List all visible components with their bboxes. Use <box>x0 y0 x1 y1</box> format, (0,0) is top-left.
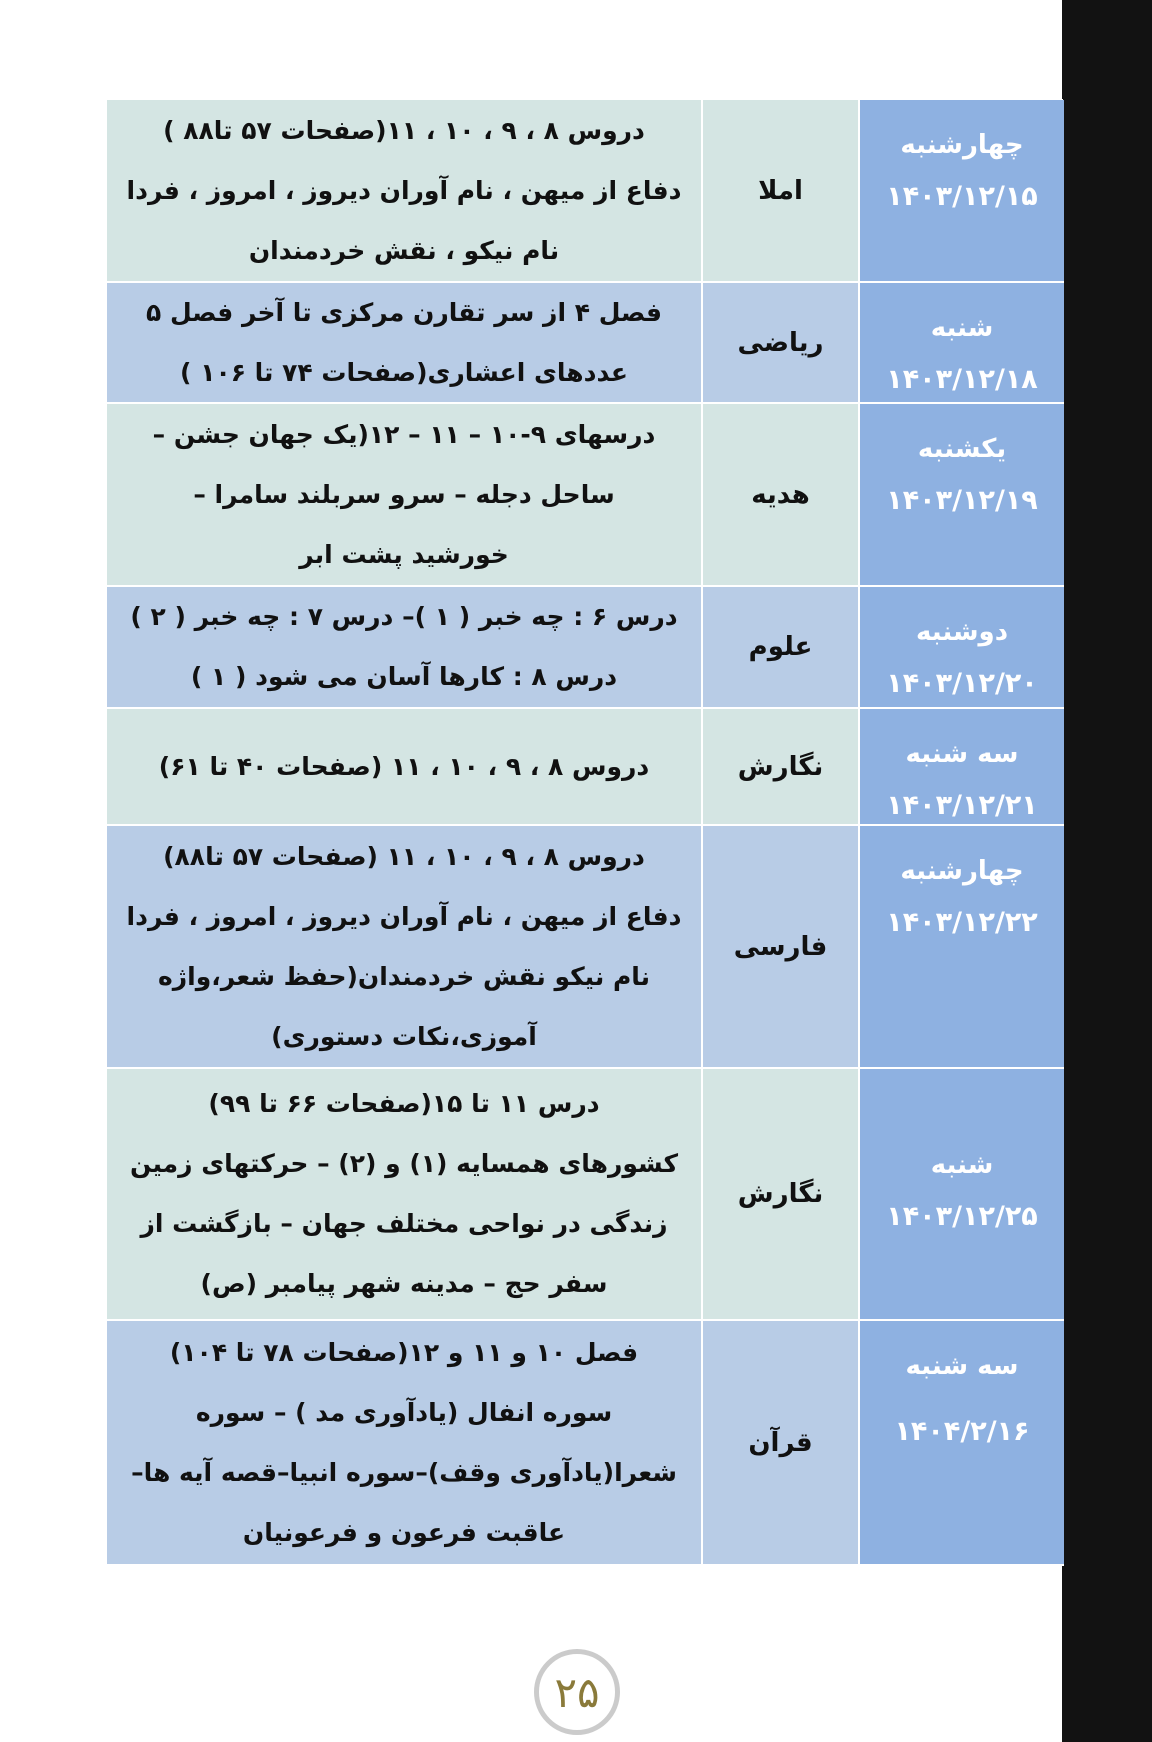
page-number-text: ۲۵ <box>554 1667 600 1717</box>
description-line: ساحل دجله – سرو سربلند سامرا – <box>193 479 615 509</box>
day-label: سه شنبه <box>905 739 1019 769</box>
description-cell <box>107 404 703 587</box>
subject-cell <box>703 1069 860 1321</box>
subject-label: قرآن <box>748 1427 813 1458</box>
subject-label: نگارش <box>737 1179 824 1209</box>
description-line: دفاع از میهن ، نام آوران دیروز ، امروز ، فردا <box>126 175 682 205</box>
description-line: عددهای اعشاری(صفحات ۷۴ تا ۱۰۶ ) <box>180 357 628 387</box>
description-line: سوره انفال (یادآوری مد ) – سوره <box>195 1397 613 1427</box>
description-line: آموزی،نکات دستوری) <box>271 1021 537 1051</box>
date-cell <box>860 1069 1064 1321</box>
date-cell <box>860 587 1064 709</box>
description-line: نام نیکو ، نقش خردمندان <box>248 235 560 265</box>
subject-cell <box>703 587 860 709</box>
subject-cell <box>703 100 860 283</box>
description-cell <box>107 1321 703 1566</box>
day-label: چهارشنبه <box>900 856 1024 886</box>
date-label: ۱۴۰۳/۱۲/۲۵ <box>886 1201 1038 1232</box>
day-label: شنبه <box>930 313 994 343</box>
subject-label: علوم <box>748 632 813 662</box>
description-line: دروس ۸ ، ۹ ، ۱۰ ، ۱۱ (صفحات ۴۰ تا ۶۱) <box>158 751 650 781</box>
subject-cell <box>703 826 860 1069</box>
subject-label: ریاضی <box>737 327 824 358</box>
subject-cell <box>703 404 860 587</box>
date-cell <box>860 709 1064 826</box>
description-line: خورشید پشت ابر <box>299 539 509 569</box>
description-line: سفر حج – مدینه شهر پیامبر (ص) <box>200 1269 608 1298</box>
description-cell <box>107 826 703 1069</box>
description-cell <box>107 100 703 283</box>
subject-label: املا <box>758 175 803 206</box>
date-cell <box>860 283 1064 404</box>
description-cell <box>107 1069 703 1321</box>
subject-cell <box>703 1321 860 1566</box>
date-cell <box>860 100 1064 283</box>
date-cell <box>860 1321 1064 1566</box>
date-label: ۱۴۰۳/۱۲/۱۹ <box>886 485 1038 516</box>
day-label: سه شنبه <box>905 1351 1019 1381</box>
description-line: دروس ۸ ، ۹ ، ۱۰ ، ۱۱(صفحات ۵۷ تا۸۸ ) <box>163 115 645 145</box>
day-label: یکشنبه <box>917 434 1007 464</box>
day-label: چهارشنبه <box>900 130 1024 160</box>
description-line: عاقبت فرعون و فرعونیان <box>242 1517 566 1547</box>
date-label: ۱۴۰۳/۱۲/۱۵ <box>886 181 1038 212</box>
description-line: فصل ۴ از سر تقارن مرکزی تا آخر فصل ۵ <box>145 297 663 327</box>
description-cell <box>107 587 703 709</box>
date-label: ۱۴۰۳/۱۲/۲۱ <box>886 790 1038 821</box>
description-line: فصل ۱۰ و ۱۱ و ۱۲(صفحات ۷۸ تا ۱۰۴) <box>169 1337 639 1367</box>
description-line: کشورهای همسایه (۱) و (۲) – حرکتهای زمین <box>129 1149 679 1178</box>
description-line: درسهای ۹-۱۰ – ۱۱ – ۱۲(یک جهان جشن – <box>152 419 656 449</box>
subject-label: نگارش <box>737 751 824 782</box>
date-label: ۱۴۰۳/۱۲/۲۰ <box>886 668 1038 699</box>
subject-cell <box>703 283 860 404</box>
date-cell <box>860 826 1064 1069</box>
description-line: درس ۸ : کارها آسان می شود ( ۱ ) <box>190 662 618 691</box>
date-cell <box>860 404 1064 587</box>
date-label: ۱۴۰۳/۱۲/۲۲ <box>886 907 1038 938</box>
description-line: دروس ۸ ، ۹ ، ۱۰ ، ۱۱ (صفحات ۵۷ تا۸۸) <box>163 841 645 871</box>
schedule-table <box>106 99 1063 1565</box>
subject-label: هدیه <box>751 479 810 510</box>
description-line: شعرا(یادآوری وقف)–سوره انبیا–قصه آیه ها– <box>131 1457 677 1487</box>
subject-cell <box>703 709 860 826</box>
description-cell <box>107 709 703 826</box>
day-label: دوشنبه <box>915 617 1009 647</box>
page-number <box>534 1649 620 1735</box>
date-label: ۱۴۰۳/۱۲/۱۸ <box>886 364 1038 395</box>
subject-label: فارسی <box>733 931 828 962</box>
description-cell <box>107 283 703 404</box>
description-line: درس ۱۱ تا ۱۵(صفحات ۶۶ تا ۹۹) <box>208 1089 600 1118</box>
description-line: زندگی در نواحی مختلف جهان – بازگشت از <box>140 1209 668 1238</box>
description-line: نام نیکو نقش خردمندان(حفظ شعر،واژه <box>157 961 651 991</box>
description-line: درس ۶ : چه خبر ( ۱ )– درس ۷ : چه خبر ( ۲ ) <box>130 602 678 631</box>
date-label: ۱۴۰۴/۲/۱۶ <box>894 1416 1030 1447</box>
side-bar <box>1062 0 1152 1742</box>
description-line: دفاع از میهن ، نام آوران دیروز ، امروز ، فردا <box>126 901 682 931</box>
day-label: شنبه <box>930 1150 994 1180</box>
